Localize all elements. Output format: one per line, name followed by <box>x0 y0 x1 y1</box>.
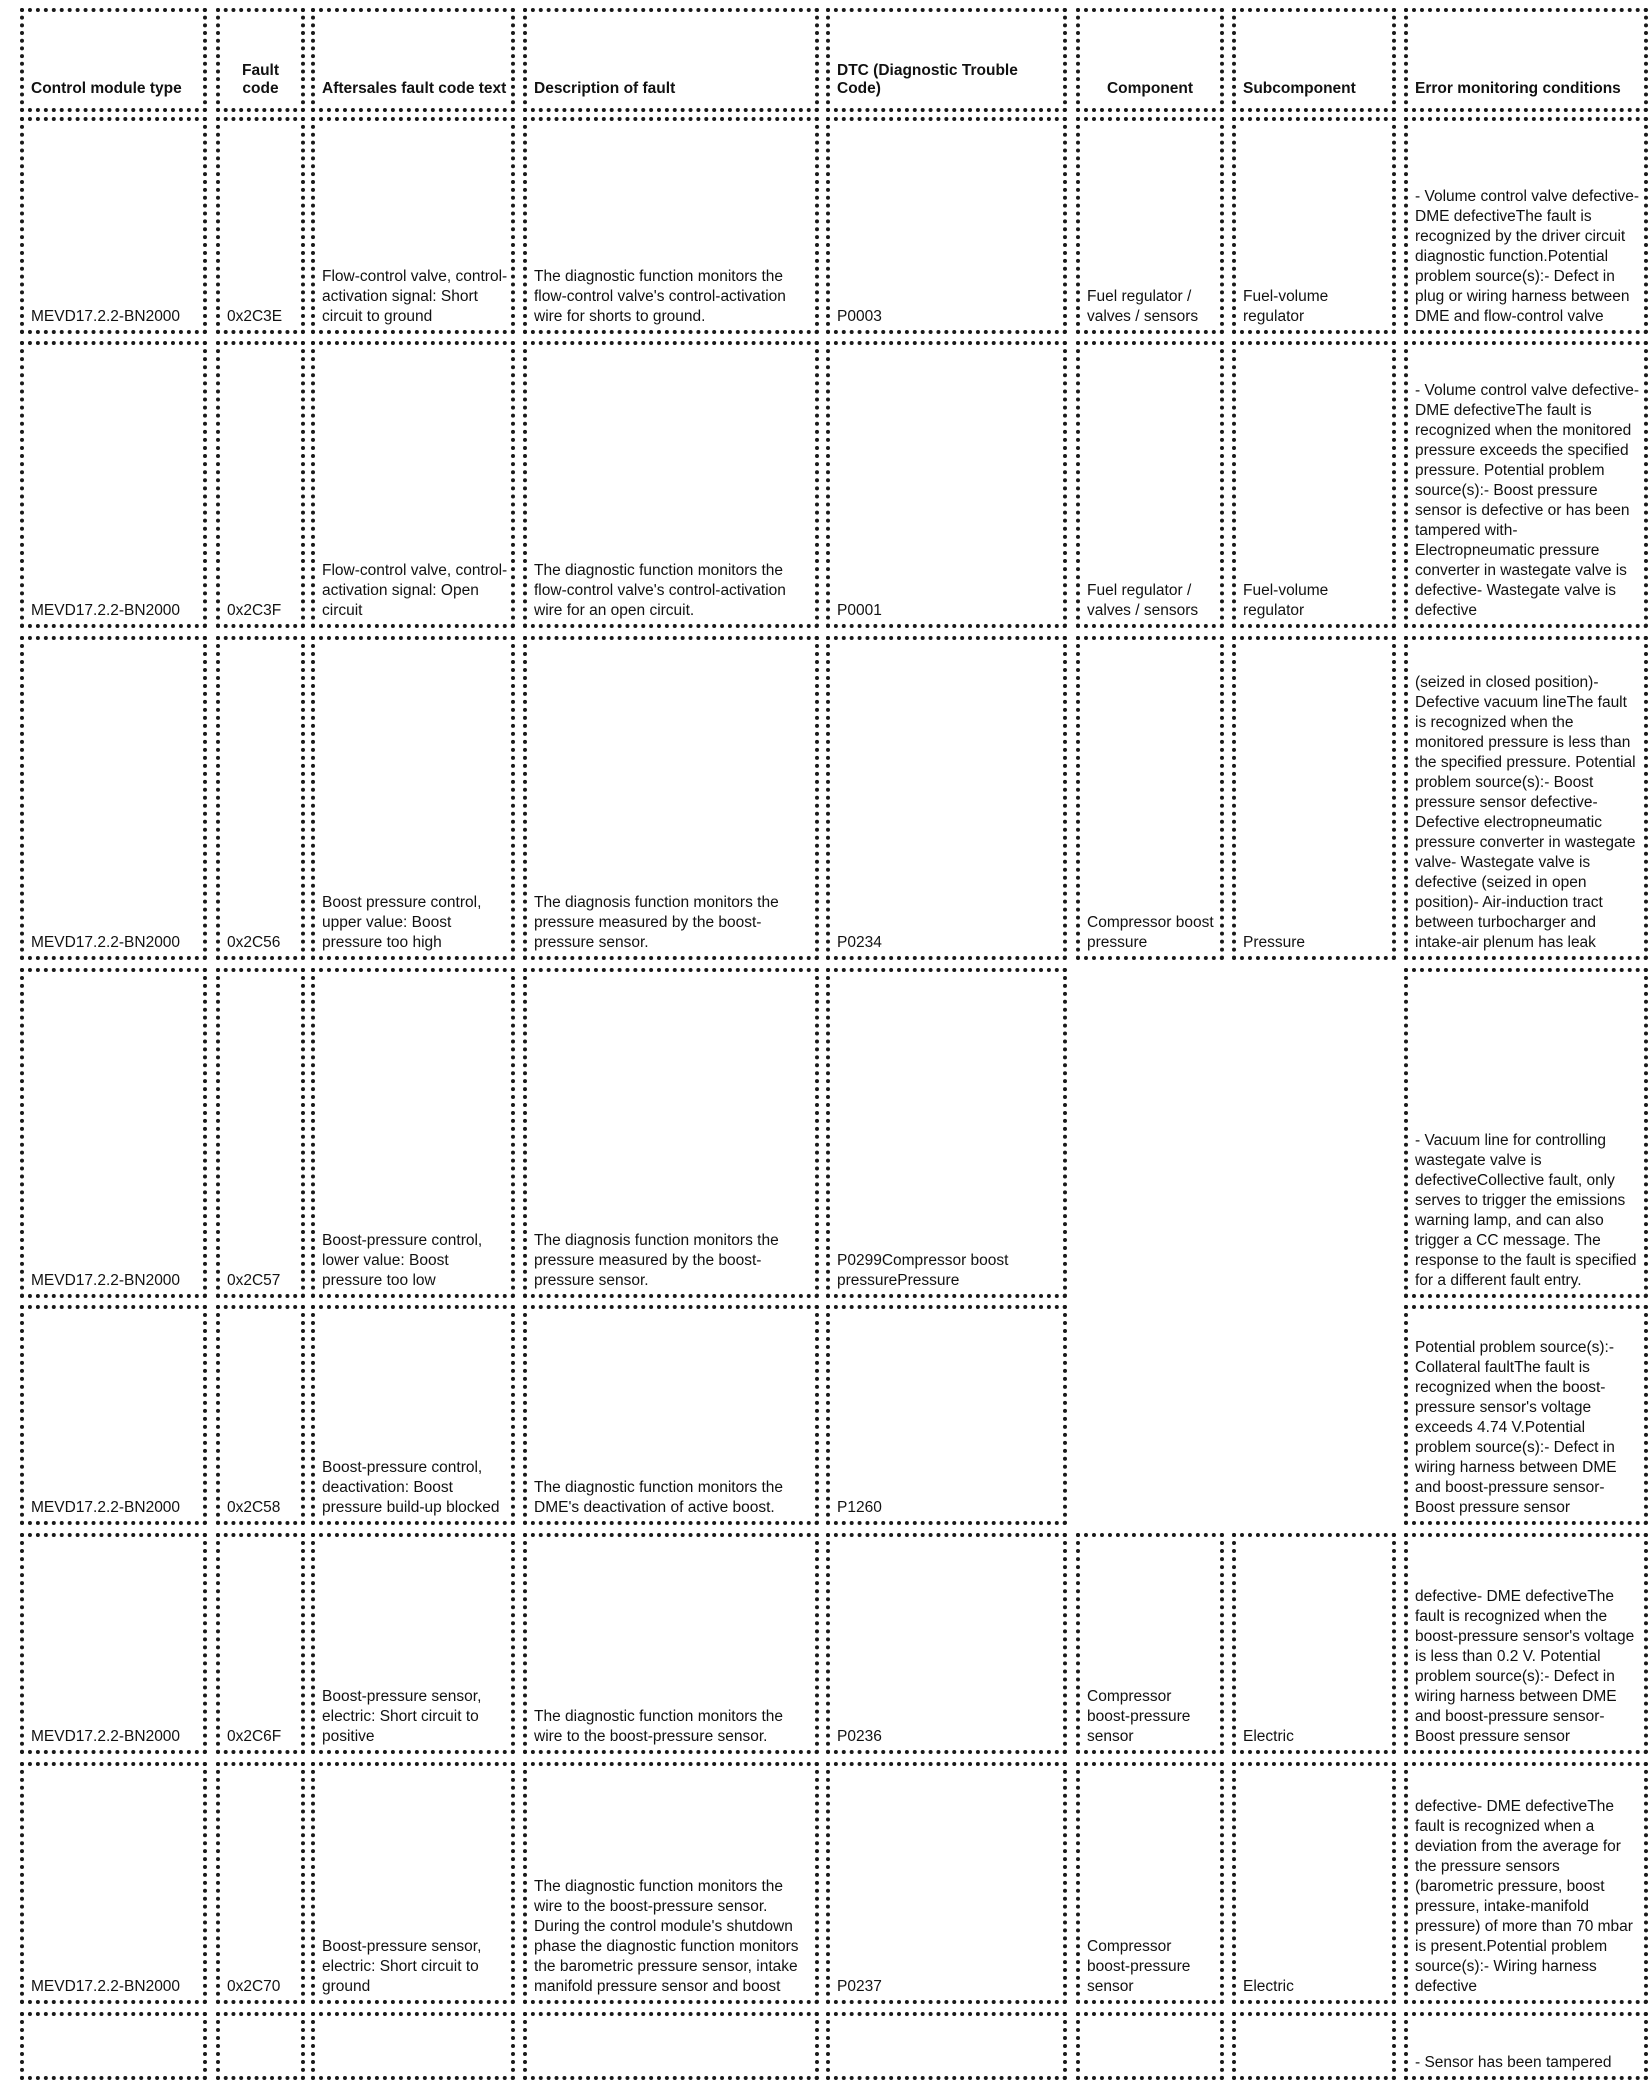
row-7-col-fault-code <box>216 1762 305 2004</box>
row-7-col-description-text: The diagnostic function monitors the wire to the boost-pressure sensor. During the control module's shutdown phase the diagnostic function monitors the barometric pressure sensor, intake manifold pressure sensor and boost <box>534 1878 799 1995</box>
row-4-col-description-text: The diagnosis function monitors the pressure measured by the boost-pressure sensor. <box>534 1232 779 1289</box>
row-3-col-aftersales-text <box>311 636 515 960</box>
row-6-col-error-conditions <box>1404 1533 1648 1754</box>
row-1-col-dtc <box>826 117 1067 334</box>
header-col-control-module-type <box>20 8 207 112</box>
row-6-col-fault-code <box>216 1533 305 1754</box>
row-6-col-component <box>1076 1533 1224 1754</box>
row-1-col-description <box>523 117 819 334</box>
row-2-col-dtc <box>826 341 1067 628</box>
row-4-col-error-conditions <box>1404 968 1648 1298</box>
row-1-col-aftersales-text-text: Flow-control valve, control-activation signal: Short circuit to ground <box>322 268 508 325</box>
row-3-col-control-module-type-text: MEVD17.2.2-BN2000 <box>31 934 181 951</box>
row-1-col-aftersales-text <box>311 117 515 334</box>
row-5-col-error-conditions <box>1404 1305 1648 1525</box>
header-col-description-text: Description of fault <box>534 80 676 97</box>
row-2-col-aftersales-text-text: Flow-control valve, control-activation signal: Open circuit <box>322 562 508 619</box>
row-2-col-control-module-type-text: MEVD17.2.2-BN2000 <box>31 602 181 619</box>
row-4-col-description <box>523 968 819 1298</box>
row-6-col-description-text: The diagnostic function monitors the wire to the boost-pressure sensor. <box>534 1708 783 1745</box>
header-col-description <box>523 8 819 112</box>
row-7-col-subcomponent-text: Electric <box>1243 1978 1294 1995</box>
row-3-col-description <box>523 636 819 960</box>
row-1-col-fault-code-text: 0x2C3E <box>227 308 283 325</box>
row-3-col-subcomponent <box>1232 636 1396 960</box>
row-1-col-fault-code <box>216 117 305 334</box>
row-5-col-error-conditions-text: Potential problem source(s):- Collateral faultThe fault is recognized when the boost-pressure sensor's voltage exceeds 4.74 V.Potential problem source(s):- Defect in wiring harness between DME and boost-pressure sensor- Boost pressure sensor <box>1415 1339 1617 1516</box>
row-1-col-dtc-text: P0003 <box>837 308 882 325</box>
row-2-col-component-text: Fuel regulator / valves / sensors <box>1087 582 1199 619</box>
row-7-col-description <box>523 1762 819 2004</box>
row-4-col-dtc-text: P0299Compressor boost pressurePressure <box>837 1252 1009 1289</box>
row-5-col-fault-code <box>216 1305 305 1525</box>
row-4-col-control-module-type-text: MEVD17.2.2-BN2000 <box>31 1272 181 1289</box>
row-2-col-error-conditions <box>1404 341 1648 628</box>
header-col-component <box>1076 8 1224 112</box>
header-col-subcomponent-text: Subcomponent <box>1243 80 1356 97</box>
row-1-col-control-module-type-text: MEVD17.2.2-BN2000 <box>31 308 181 325</box>
row-6-col-dtc-text: P0236 <box>837 1728 882 1745</box>
row-8-col-component <box>1076 2012 1224 2080</box>
header-col-subcomponent <box>1232 8 1396 112</box>
row-3-col-subcomponent-text: Pressure <box>1243 934 1306 951</box>
row-7-col-fault-code-text: 0x2C70 <box>227 1978 281 1995</box>
row-5-col-dtc-text: P1260 <box>837 1499 882 1516</box>
row-3-col-dtc <box>826 636 1067 960</box>
row-3-col-error-conditions-text: (seized in closed position)- Defective vacuum lineThe fault is recognized when the monitored pressure is less than the specified pressure. Potential problem source(s):- Boost pressure sensor defective- Defective electropneumatic pressure converter in wastegate valve- Wastegate valve is defective (seized in open position)- Air-induction tract between turbocharger and intake-air plenum has leak <box>1415 674 1636 951</box>
row-6-col-subcomponent-text: Electric <box>1243 1728 1294 1745</box>
row-6-col-aftersales-text <box>311 1533 515 1754</box>
row-2-col-description <box>523 341 819 628</box>
row-5-col-control-module-type <box>20 1305 207 1525</box>
row-4-col-fault-code <box>216 968 305 1298</box>
row-3-col-error-conditions <box>1404 636 1648 960</box>
row-6-col-control-module-type-text: MEVD17.2.2-BN2000 <box>31 1728 181 1745</box>
row-3-col-dtc-text: P0234 <box>837 934 882 951</box>
row-1-col-error-conditions-text: - Volume control valve defective- DME defectiveThe fault is recognized by the driver circuit diagnostic function.Potential problem source(s):- Defect in plug or wiring harness between DME and flow-control valve <box>1415 188 1639 325</box>
row-3-col-component-text: Compressor boost pressure <box>1087 914 1214 951</box>
row-6-col-aftersales-text-text: Boost-pressure sensor, electric: Short circuit to positive <box>322 1688 482 1745</box>
header-col-component-text: Component <box>1106 80 1194 97</box>
row-1-col-control-module-type <box>20 117 207 334</box>
row-7-col-error-conditions-text: defective- DME defectiveThe fault is recognized when a deviation from the average for the pressure sensors (barometric pressure, boost pressure, intake-manifold pressure) of more than 70 mbar is present.Potential problem source(s):- Wiring harness defective <box>1415 1798 1633 1995</box>
row-7-col-control-module-type-text: MEVD17.2.2-BN2000 <box>31 1978 181 1995</box>
row-2-col-dtc-text: P0001 <box>837 602 882 619</box>
row-2-col-fault-code <box>216 341 305 628</box>
header-col-error-conditions-text: Error monitoring conditions <box>1415 80 1621 97</box>
row-8-col-error-conditions-text: - Sensor has been tampered <box>1415 2054 1612 2071</box>
row-7-col-component-text: Compressor boost-pressure sensor <box>1087 1938 1191 1995</box>
row-8-col-dtc <box>826 2012 1067 2080</box>
row-7-col-error-conditions <box>1404 1762 1648 2004</box>
row-7-col-aftersales-text-text: Boost-pressure sensor, electric: Short circuit to ground <box>322 1938 482 1995</box>
row-8-col-error-conditions <box>1404 2012 1648 2080</box>
row-5-col-fault-code-text: 0x2C58 <box>227 1499 281 1516</box>
row-7-col-control-module-type <box>20 1762 207 2004</box>
header-col-fault-code <box>216 8 305 112</box>
row-2-col-aftersales-text <box>311 341 515 628</box>
row-8-col-description <box>523 2012 819 2080</box>
row-5-col-aftersales-text-text: Boost-pressure control, deactivation: Boost pressure build-up blocked <box>322 1459 500 1516</box>
header-col-dtc-text: DTC (Diagnostic Trouble Code) <box>837 62 1018 97</box>
row-6-col-description <box>523 1533 819 1754</box>
header-col-fault-code-text: Fault code <box>241 62 280 97</box>
row-4-col-dtc <box>826 968 1067 1298</box>
row-7-col-component <box>1076 1762 1224 2004</box>
row-5-col-control-module-type-text: MEVD17.2.2-BN2000 <box>31 1499 181 1516</box>
row-4-col-fault-code-text: 0x2C57 <box>227 1272 281 1289</box>
row-2-col-error-conditions-text: - Volume control valve defective- DME defectiveThe fault is recognized when the monitored pressure exceeds the specified pressure. Potential problem source(s):- Boost pressure sensor is defective or has been tampered with- Electropneumatic pressure converter in wastegate valve is defective- Wastegate valve is defective <box>1415 382 1639 619</box>
row-7-col-dtc-text: P0237 <box>837 1978 882 1995</box>
row-2-col-description-text: The diagnostic function monitors the flow-control valve's control-activation wire for an open circuit. <box>534 562 786 619</box>
row-6-col-fault-code-text: 0x2C6F <box>227 1728 282 1745</box>
row-3-col-component <box>1076 636 1224 960</box>
row-1-col-component <box>1076 117 1224 334</box>
row-2-col-component <box>1076 341 1224 628</box>
row-6-col-component-text: Compressor boost-pressure sensor <box>1087 1688 1191 1745</box>
row-5-col-aftersales-text <box>311 1305 515 1525</box>
row-4-col-error-conditions-text: - Vacuum line for controlling wastegate valve is defectiveCollective fault, only serves to trigger the emissions warning lamp, and can also trigger a CC message. The response to the fault is specified for a different fault entry. <box>1415 1132 1637 1289</box>
row-6-col-dtc <box>826 1533 1067 1754</box>
row-7-col-dtc <box>826 1762 1067 2004</box>
row-3-col-aftersales-text-text: Boost pressure control, upper value: Boost pressure too high <box>322 894 482 951</box>
row-3-col-description-text: The diagnosis function monitors the pressure measured by the boost-pressure sensor. <box>534 894 779 951</box>
row-4-col-control-module-type <box>20 968 207 1298</box>
header-col-dtc <box>826 8 1067 112</box>
header-col-aftersales-text <box>311 8 515 112</box>
header-col-error-conditions <box>1404 8 1648 112</box>
row-8-col-subcomponent <box>1232 2012 1396 2080</box>
row-4-col-aftersales-text-text: Boost-pressure control, lower value: Boost pressure too low <box>322 1232 483 1289</box>
row-1-col-subcomponent-text: Fuel-volume regulator <box>1243 288 1329 325</box>
row-4-col-aftersales-text <box>311 968 515 1298</box>
row-8-col-aftersales-text <box>311 2012 515 2080</box>
row-2-col-control-module-type <box>20 341 207 628</box>
row-6-col-control-module-type <box>20 1533 207 1754</box>
row-1-col-component-text: Fuel regulator / valves / sensors <box>1087 288 1199 325</box>
row-1-col-subcomponent <box>1232 117 1396 334</box>
row-2-col-fault-code-text: 0x2C3F <box>227 602 282 619</box>
row-1-col-description-text: The diagnostic function monitors the flow-control valve's control-activation wire for shorts to ground. <box>534 268 786 325</box>
header-col-control-module-type-text: Control module type <box>31 80 182 97</box>
row-7-col-aftersales-text <box>311 1762 515 2004</box>
row-3-col-fault-code-text: 0x2C56 <box>227 934 281 951</box>
header-col-aftersales-text-text: Aftersales fault code text <box>322 80 507 97</box>
row-3-col-control-module-type <box>20 636 207 960</box>
row-5-col-description-text: The diagnostic function monitors the DME's deactivation of active boost. <box>534 1479 783 1516</box>
row-6-col-subcomponent <box>1232 1533 1396 1754</box>
row-7-col-subcomponent <box>1232 1762 1396 2004</box>
row-2-col-subcomponent-text: Fuel-volume regulator <box>1243 582 1329 619</box>
row-5-col-description <box>523 1305 819 1525</box>
row-3-col-fault-code <box>216 636 305 960</box>
row-2-col-subcomponent <box>1232 341 1396 628</box>
row-8-col-fault-code <box>216 2012 305 2080</box>
row-6-col-error-conditions-text: defective- DME defectiveThe fault is recognized when the boost-pressure sensor's voltage is less than 0.2 V. Potential problem source(s):- Defect in wiring harness between DME and boost-pressure sensor- Boost pressure sensor <box>1415 1588 1635 1745</box>
row-8-col-control-module-type <box>20 2012 207 2080</box>
row-5-col-dtc <box>826 1305 1067 1525</box>
row-1-col-error-conditions <box>1404 117 1648 334</box>
